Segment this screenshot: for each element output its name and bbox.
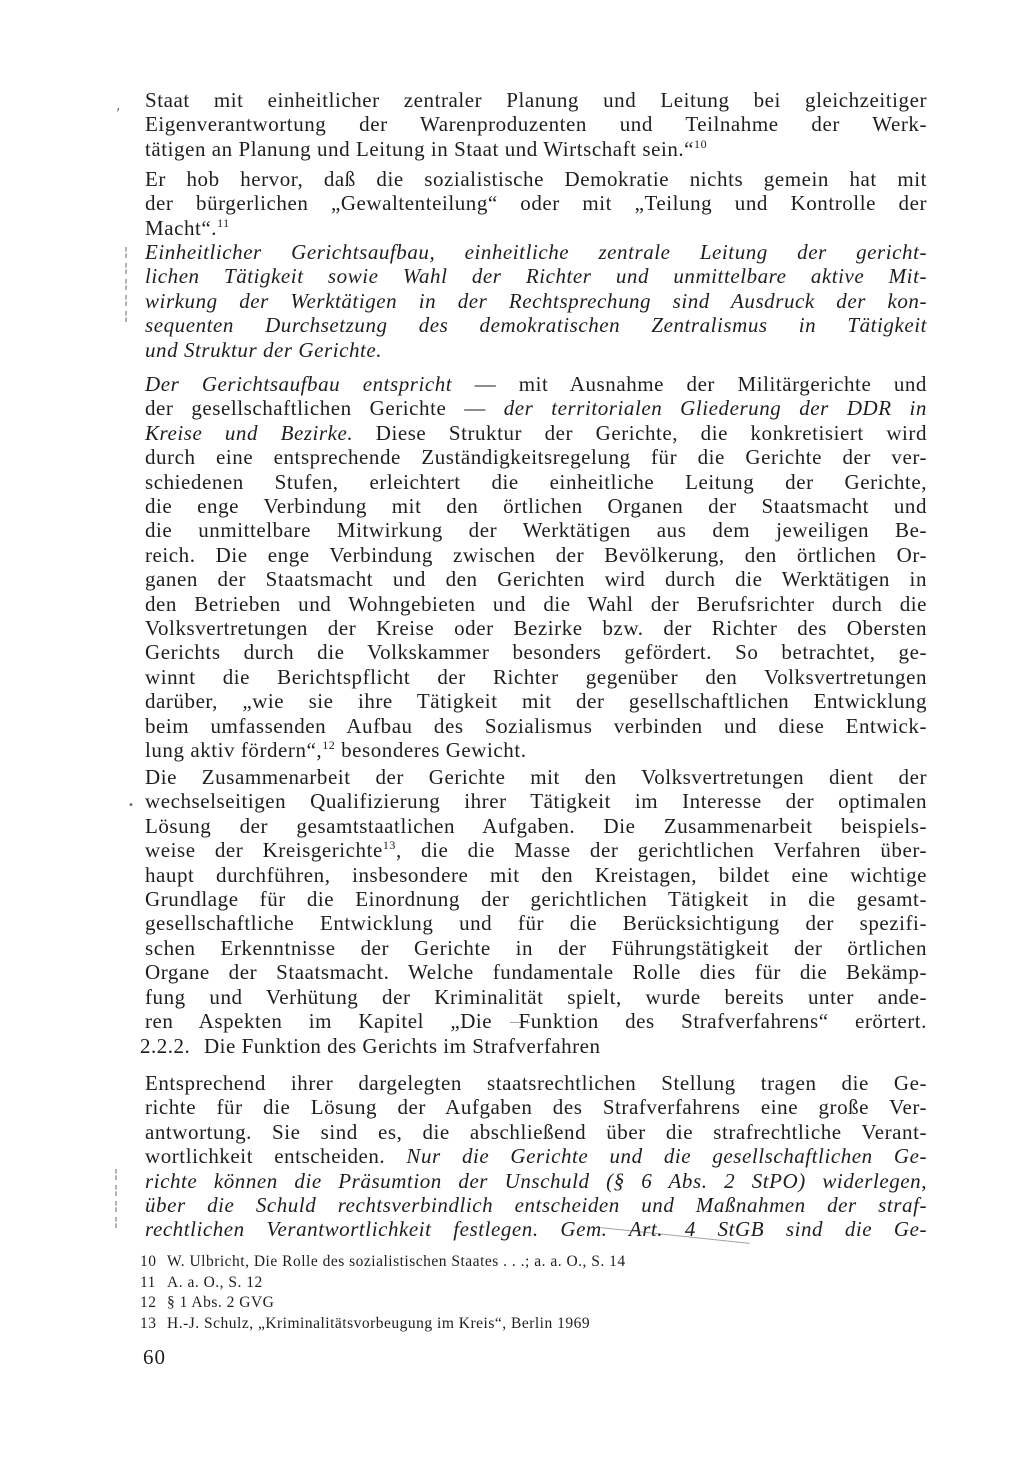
text-fragment: weise der Kreisgerichte — [145, 838, 383, 863]
text-line: Lösung der gesamtstaatlichen Aufgaben. Die Zusammenarbeit beispiels- — [145, 813, 927, 838]
text-line: die unmittelbare Mitwirkung der Werktätigen aus dem jeweiligen Be- — [145, 518, 927, 543]
paragraph-6 — [145, 1071, 927, 1242]
text-line: wechselseitigen Qualifizierung ihrer Tätigkeit im Interesse der optimalen — [145, 789, 927, 814]
section-number: 2.2.2. — [140, 1034, 191, 1058]
text-line: Organe der Staatsmacht. Welche fundamentale Rolle dies für die Bekämp- — [145, 960, 927, 985]
text-line: den Betrieben und Wohngebieten und die Wahl der Berufsrichter durch die — [145, 591, 927, 616]
text-line: beim umfassenden Aufbau des Sozialismus verbinden und diese Entwick- — [145, 713, 927, 738]
paragraph-5 — [145, 765, 927, 1033]
text-fragment: , die die Masse der gerichtlichen Verfahren über- — [395, 838, 927, 863]
text-line: wirkung der Werktätigen in der Rechtsprechung sind Ausdruck der kon- — [145, 288, 927, 313]
paragraph-4 — [145, 372, 927, 763]
text-line: richte können die Präsumtion der Unschuld (§ 6 Abs. 2 StPO) widerlegen, — [145, 1168, 927, 1193]
footnote-text: W. Ulbricht, Die Rolle des sozialistischen Staates . . .; a. a. O., S. 14 — [167, 1253, 626, 1270]
pencil-underline — [510, 1022, 530, 1023]
text-line: Einheitlicher Gerichtsaufbau, einheitliche zentrale Leitung der gericht- — [145, 240, 927, 264]
text-line: Grundlage für die Einordnung der gerichtlichen Tätigkeit in die gesamt- — [145, 887, 927, 912]
text-line: haupt durchführen, insbesondere mit den Kreistagen, bildet eine wichtige — [145, 862, 927, 887]
footnote-number: 10 — [140, 1253, 157, 1270]
footnote-ref: 10 — [694, 136, 708, 151]
text-line: Er hob hervor, daß die sozialistische Demokratie nichts gemein hat mit — [145, 167, 927, 191]
paragraph-1 — [145, 88, 927, 161]
text-line: Eigenverantwortung der Warenproduzenten und Teilnahme der Werk- — [145, 112, 927, 137]
text-line: schen Erkenntnisse der Gerichte in der Führungstätigkeit der örtlichen — [145, 935, 927, 960]
text-line — [145, 1144, 927, 1168]
footnote-number: 11 — [140, 1273, 156, 1291]
text-fragment: lung aktiv fördern“, — [145, 738, 323, 763]
text-line: Entsprechend ihrer dargelegten staatsrechtlichen Stellung tragen die Ge- — [145, 1071, 927, 1095]
footnotes — [140, 1252, 920, 1334]
text-line: durch eine entsprechende Zuständigkeitsregelung für die Gerichte der ver- — [145, 445, 927, 470]
page-number: 60 — [143, 1345, 166, 1369]
footnote-ref: 12 — [322, 738, 336, 753]
margin-mark: ¦ ¦ ¦ ¦ — [114, 1167, 119, 1229]
text-fragment: Diese Struktur der Gerichte, die konkretisiert wird — [353, 420, 928, 445]
text-line: Staat mit einheitlicher zentraler Planung und Leitung bei gleichzeitiger — [145, 88, 927, 112]
text-line: sequenten Durchsetzung des demokratischen Zentralismus in Tätigkeit — [145, 313, 927, 338]
text-line — [145, 137, 927, 161]
section-heading — [140, 1034, 601, 1059]
text-line — [145, 421, 927, 445]
text-line: ganen der Staatsmacht und den Gerichten wird durch die Werktätigen in — [145, 567, 927, 592]
italic-fragment: Der Gerichtsaufbau entspricht — [145, 372, 453, 396]
text-line: reich. Die enge Verbindung zwischen der Bevölkerung, den örtlichen Or- — [145, 542, 927, 567]
text-line: schiedenen Stufen, erleichtert die einheitliche Leitung der Gerichte, — [145, 469, 927, 494]
footnote-number: 12 — [140, 1294, 157, 1311]
text-fragment: — mit Ausnahme der Militärgerichte und — [452, 372, 927, 396]
text-fragment: wortlichkeit entscheiden. — [145, 1144, 407, 1169]
text-line: lichen Tätigkeit sowie Wahl der Richter und unmittelbare aktive Mit- — [145, 264, 927, 289]
text-line — [145, 738, 927, 762]
text-line: über die Schuld rechtsverbindlich entscheiden und Maßnahmen der straf- — [145, 1193, 927, 1218]
text-fragment: tätigen an Planung und Leitung in Staat und Wirtschaft sein.“ — [145, 136, 695, 161]
text-line: fung und Verhütung der Kriminalität spielt, wurde bereits unter ande- — [145, 984, 927, 1009]
text-line: ren Aspekten im Kapitel „Die Funktion des Strafverfahrens“ erörtert. — [145, 1009, 927, 1034]
footnote-ref: 11 — [217, 215, 230, 230]
text-line: gesellschaftliche Entwicklung und für die Berücksichtigung der spezifi- — [145, 911, 927, 936]
text-fragment: besonderes Gewicht. — [335, 738, 527, 763]
footnote-number: 13 — [140, 1314, 157, 1332]
text-line — [145, 372, 927, 396]
text-line: Gerichts durch die Volkskammer besonders gefördert. So betrachtet, ge- — [145, 640, 927, 665]
text-line — [145, 396, 927, 420]
italic-fragment: der territorialen Gliederung der DDR in — [503, 396, 927, 421]
paragraph-3 — [145, 240, 927, 362]
italic-fragment: Nur die Gerichte und die gesellschaftlichen Ge- — [406, 1144, 927, 1169]
italic-fragment: Kreise und Bezirke. — [145, 420, 354, 445]
text-line: darüber, „wie sie ihre Tätigkeit mit der gesellschaftlichen Entwicklung — [145, 689, 927, 714]
margin-mark: • — [128, 800, 134, 811]
text-line: der bürgerlichen „Gewaltenteilung“ oder mit „Teilung und Kontrolle der — [145, 191, 927, 216]
text-fragment: Macht“. — [145, 215, 218, 240]
section-title: Die Funktion des Gerichts im Strafverfahren — [204, 1034, 601, 1058]
footnote-ref: 13 — [382, 838, 396, 853]
text-line: winnt die Berichtspflicht der Richter gegenüber den Volksvertretungen — [145, 664, 927, 689]
footnote — [140, 1273, 920, 1294]
text-fragment: der gesellschaftlichen Gerichte — — [145, 396, 504, 421]
paragraph-2 — [145, 167, 927, 240]
text-line — [145, 838, 927, 862]
text-line: richte für die Lösung der Aufgaben des Strafverfahrens eine große Ver- — [145, 1095, 927, 1120]
footnote — [140, 1314, 920, 1335]
footnote-text: A. a. O., S. 12 — [167, 1273, 263, 1291]
footnote-text: § 1 Abs. 2 GVG — [167, 1294, 275, 1311]
text-line: und Struktur der Gerichte. — [145, 337, 383, 362]
text-line: die enge Verbindung mit den örtlichen Organen der Staatsmacht und — [145, 494, 927, 519]
text-line: Volksvertretungen der Kreise oder Bezirke bzw. der Richter des Obersten — [145, 616, 927, 641]
margin-mark: , — [116, 98, 121, 114]
footnote — [140, 1252, 920, 1273]
footnote — [140, 1293, 920, 1314]
margin-mark: ¦ ¦ ¦ ¦ ¦ — [124, 245, 129, 323]
footnote-text: H.-J. Schulz, „Kriminalitätsvorbeugung im Kreis“, Berlin 1969 — [167, 1314, 591, 1332]
text-line: antwortung. Sie sind es, die abschließend über die strafrechtliche Verant- — [145, 1119, 927, 1144]
text-line: rechtlichen Verantwortlichkeit festlegen. Gem. Art. 4 StGB sind die Ge- — [145, 1217, 927, 1242]
text-line: Die Zusammenarbeit der Gerichte mit den Volksvertretungen dient der — [145, 765, 927, 789]
text-line — [145, 216, 927, 240]
